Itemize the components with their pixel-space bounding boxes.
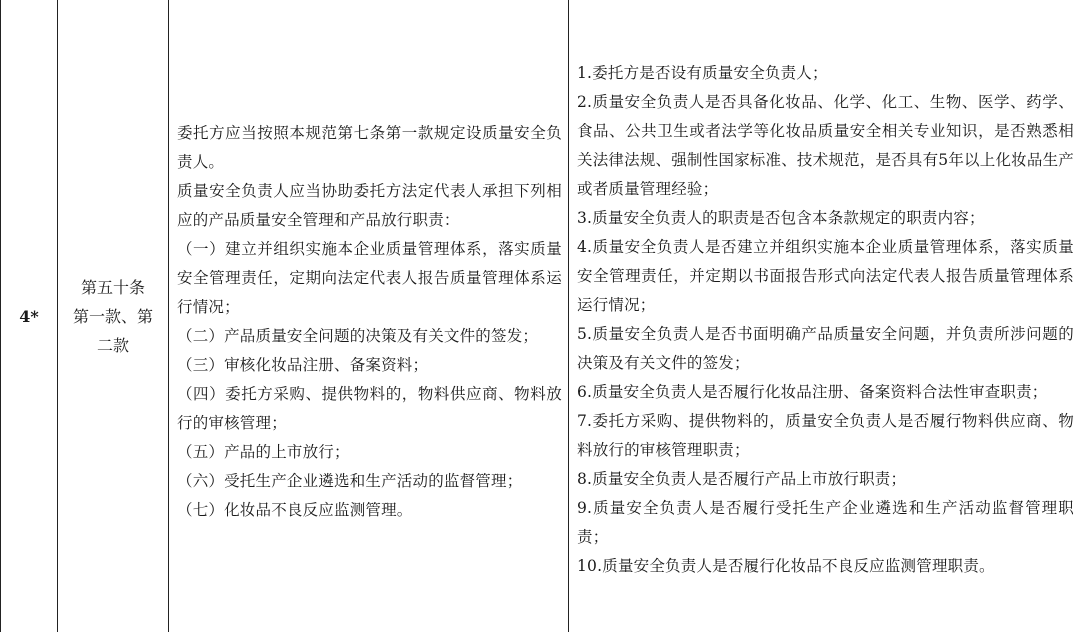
requirement-cell — [168, 0, 568, 632]
clause-line: 第五十条 — [80, 277, 145, 297]
requirement-paragraph: 质量安全负责人应当协助委托方法定代表人承担下列相应的产品质量安全管理和产品放行职责： — [177, 182, 562, 229]
inspection-point: 4.质量安全负责人是否建立并组织实施本企业质量管理体系，落实质量安全管理责任，并定期以书面报告形式向法定代表人报告质量管理体系运行情况； — [577, 238, 1074, 314]
clause-line: 第一款、第 — [72, 306, 153, 326]
inspection-points-text — [577, 51, 1074, 581]
clause-reference — [73, 273, 153, 360]
inspection-point: 10.质量安全负责人是否履行化妆品不良反应监测管理职责。 — [577, 557, 995, 575]
requirement-paragraph: （七）化妆品不良反应监测管理。 — [177, 501, 413, 519]
item-number: 4* — [19, 306, 39, 326]
requirement-text — [177, 107, 562, 525]
inspection-points-cell — [568, 0, 1080, 632]
inspection-point: 5.质量安全负责人是否书面明确产品质量安全问题，并负责所涉问题的决策及有关文件的签发； — [577, 325, 1074, 372]
inspection-point: 9.质量安全负责人是否履行受托生产企业遴选和生产活动监督管理职责； — [577, 499, 1074, 546]
inspection-point: 2.质量安全负责人是否具备化妆品、化学、化工、生物、医学、药学、食品、公共卫生或者法学等化妆品质量安全相关专业知识，是否熟悉相关法律法规、强制性国家标准、技术规范，是否具有5年以上化妆品生产或者质量管理经验； — [577, 93, 1074, 198]
inspection-point: 3.质量安全负责人的职责是否包含本条款规定的职责内容； — [577, 209, 985, 227]
requirement-paragraph: （二）产品质量安全问题的决策及有关文件的签发； — [177, 327, 539, 345]
requirement-paragraph: （四）委托方采购、提供物料的，物料供应商、物料放行的审核管理； — [177, 385, 562, 432]
requirement-paragraph: 委托方应当按照本规范第七条第一款规定设质量安全负责人。 — [177, 124, 562, 171]
requirement-paragraph: （六）受托生产企业遴选和生产活动的监督管理； — [177, 472, 523, 490]
inspection-point: 8.质量安全负责人是否履行产品上市放行职责； — [577, 470, 907, 488]
inspection-point: 7.委托方采购、提供物料的，质量安全负责人是否履行物料供应商、物料放行的审核管理职责； — [577, 412, 1074, 459]
clause-line: 二款 — [96, 335, 129, 355]
clause-cell — [57, 0, 168, 632]
requirement-paragraph: （一）建立并组织实施本企业质量管理体系，落实质量安全管理责任，定期向法定代表人报告质量管理体系运行情况； — [177, 240, 562, 316]
inspection-point: 1.委托方是否设有质量安全负责人； — [577, 64, 828, 82]
item-number-cell — [0, 0, 57, 632]
requirement-paragraph: （三）审核化妆品注册、备案资料； — [177, 356, 429, 374]
inspection-point: 6.质量安全负责人是否履行化妆品注册、备案资料合法性审查职责； — [577, 383, 1048, 401]
requirement-paragraph: （五）产品的上市放行； — [177, 443, 350, 461]
